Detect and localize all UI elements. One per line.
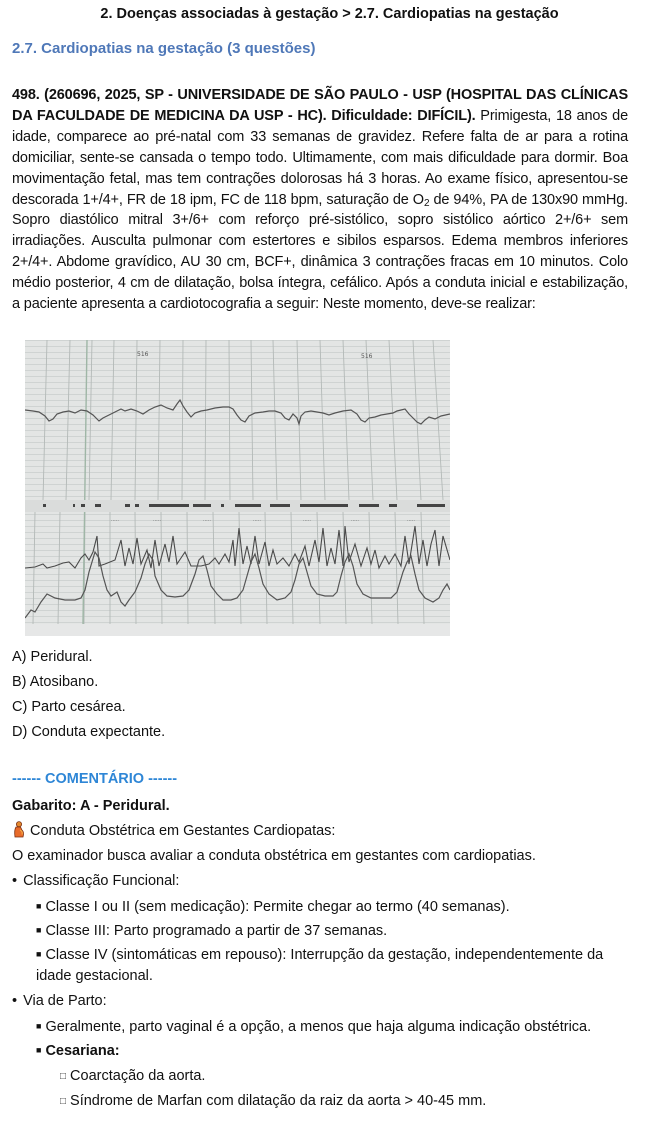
ctg-trace-graphic [25, 340, 450, 636]
svg-text:·····: ····· [111, 518, 119, 524]
cesarean-item: □ Coarctação da aorta. [60, 1068, 206, 1084]
svg-text:516: 516 [137, 351, 149, 358]
intro-text: O examinador busca avaliar a conduta obstétrica em gestantes com cardiopatias. [12, 848, 536, 864]
svg-text:·····: ····· [351, 518, 359, 524]
classification-title: • Classificação Funcional: [12, 869, 642, 894]
square-bullet-icon: ■ [36, 925, 42, 935]
svg-text:·····: ····· [203, 518, 211, 524]
hollow-square-bullet-icon: □ [60, 1096, 67, 1107]
topic-line [12, 819, 642, 844]
answer-options [12, 645, 165, 745]
classification-item: ■ Classe III: Parto programado a partir de 37 semanas. [36, 923, 388, 939]
svg-text:·····: ····· [303, 518, 311, 524]
classification-item: ■ Classe I ou II (sem medicação): Permite chegar ao termo (40 semanas). [36, 899, 510, 915]
comment-header: ------ COMENTÁRIO ------ [12, 771, 178, 787]
classification-item: ■ Classe IV (sintomáticas em repouso): Interrupção da gestação, independentemente da idade gestacional. [36, 947, 604, 984]
cesarean-item: □ Síndrome de Marfan com dilatação da raiz da aorta > 40-45 mm. [60, 1093, 487, 1109]
delivery-item: ■ Geralmente, parto vaginal é a opção, a menos que haja alguma indicação obstétrica. [36, 1019, 592, 1035]
pregnant-woman-icon [12, 821, 26, 838]
comment-section [12, 794, 642, 1114]
question-text-part1: Primigesta, 18 anos de idade, comparece ao pré-natal com 33 semanas de gravidez. Refere falta de ar para a rotina domiciliar, sente-se cansada o tempo todo. Ultimamente, com mais dificuldade para dormir. Boa movimentação fetal, mas tem contrações dolorosas há 3 horas. Ao exame físico, apresentou-se descorada 1+/4+, FR de 18 ipm, FC de 118 bpm, saturação de O [12, 107, 629, 208]
question-statement [12, 85, 628, 315]
svg-text:·····: ····· [253, 518, 261, 524]
svg-text:516: 516 [361, 353, 373, 360]
square-bullet-icon: ■ [36, 949, 42, 959]
question-header: 498. (260696, 2025, SP - UNIVERSIDADE DE SÃO PAULO - USP (HOSPITAL DAS CLÍNICAS DA FACULDADE DE MEDICINA DA USP - HC). Dificuldade: DIFÍCIL). [12, 87, 628, 124]
hollow-square-bullet-icon: □ [60, 1071, 67, 1082]
option-b[interactable]: B) Atosibano. [12, 674, 99, 690]
oxygen-subscript: 2 [423, 197, 430, 209]
svg-text:·····: ····· [407, 518, 415, 524]
breadcrumb: 2. Doenças associadas à gestação > 2.7. Cardiopatias na gestação [100, 6, 559, 22]
square-bullet-icon: ■ [36, 1021, 42, 1031]
svg-text:·····: ····· [153, 518, 161, 524]
cardiotocography-image [25, 340, 450, 636]
option-d[interactable]: D) Conduta expectante. [12, 724, 166, 740]
delivery-title: • Via de Parto: [12, 989, 642, 1014]
question-text-part2: de 94%, PA de 130x90 mmHg. Sopro diastólico mitral 3+/6+ com reforço pré-sistólico, sopro sistólico aórtico 2+/6+ sem irradiações. Ausculta pulmonar com estertores e sibilos esparsos. Edema membros inferiores 2+/4+. Abdome gravídico, AU 30 cm, BCF+, dinâmica 3 contrações fracas em 10 minutos. Colo médio posterior, 4 cm de dilatação, bolsa íntegra, cefálico. Após a conduta inicial e estabilização, a paciente apresenta a cardiotocografia a seguir: Neste momento, deve-se realizar: [12, 191, 628, 313]
answer-key: Gabarito: A - Peridural. [12, 798, 170, 814]
section-title: 2.7. Cardiopatias na gestação (3 questões) [12, 40, 316, 57]
cesarean-title: ■ Cesariana: [36, 1043, 120, 1059]
option-c[interactable]: C) Parto cesárea. [12, 699, 126, 715]
square-bullet-icon: ■ [36, 901, 42, 911]
topic-title: Conduta Obstétrica em Gestantes Cardiopatas: [30, 823, 336, 839]
option-a[interactable]: A) Peridural. [12, 649, 93, 665]
square-bullet-icon: ■ [36, 1045, 42, 1055]
